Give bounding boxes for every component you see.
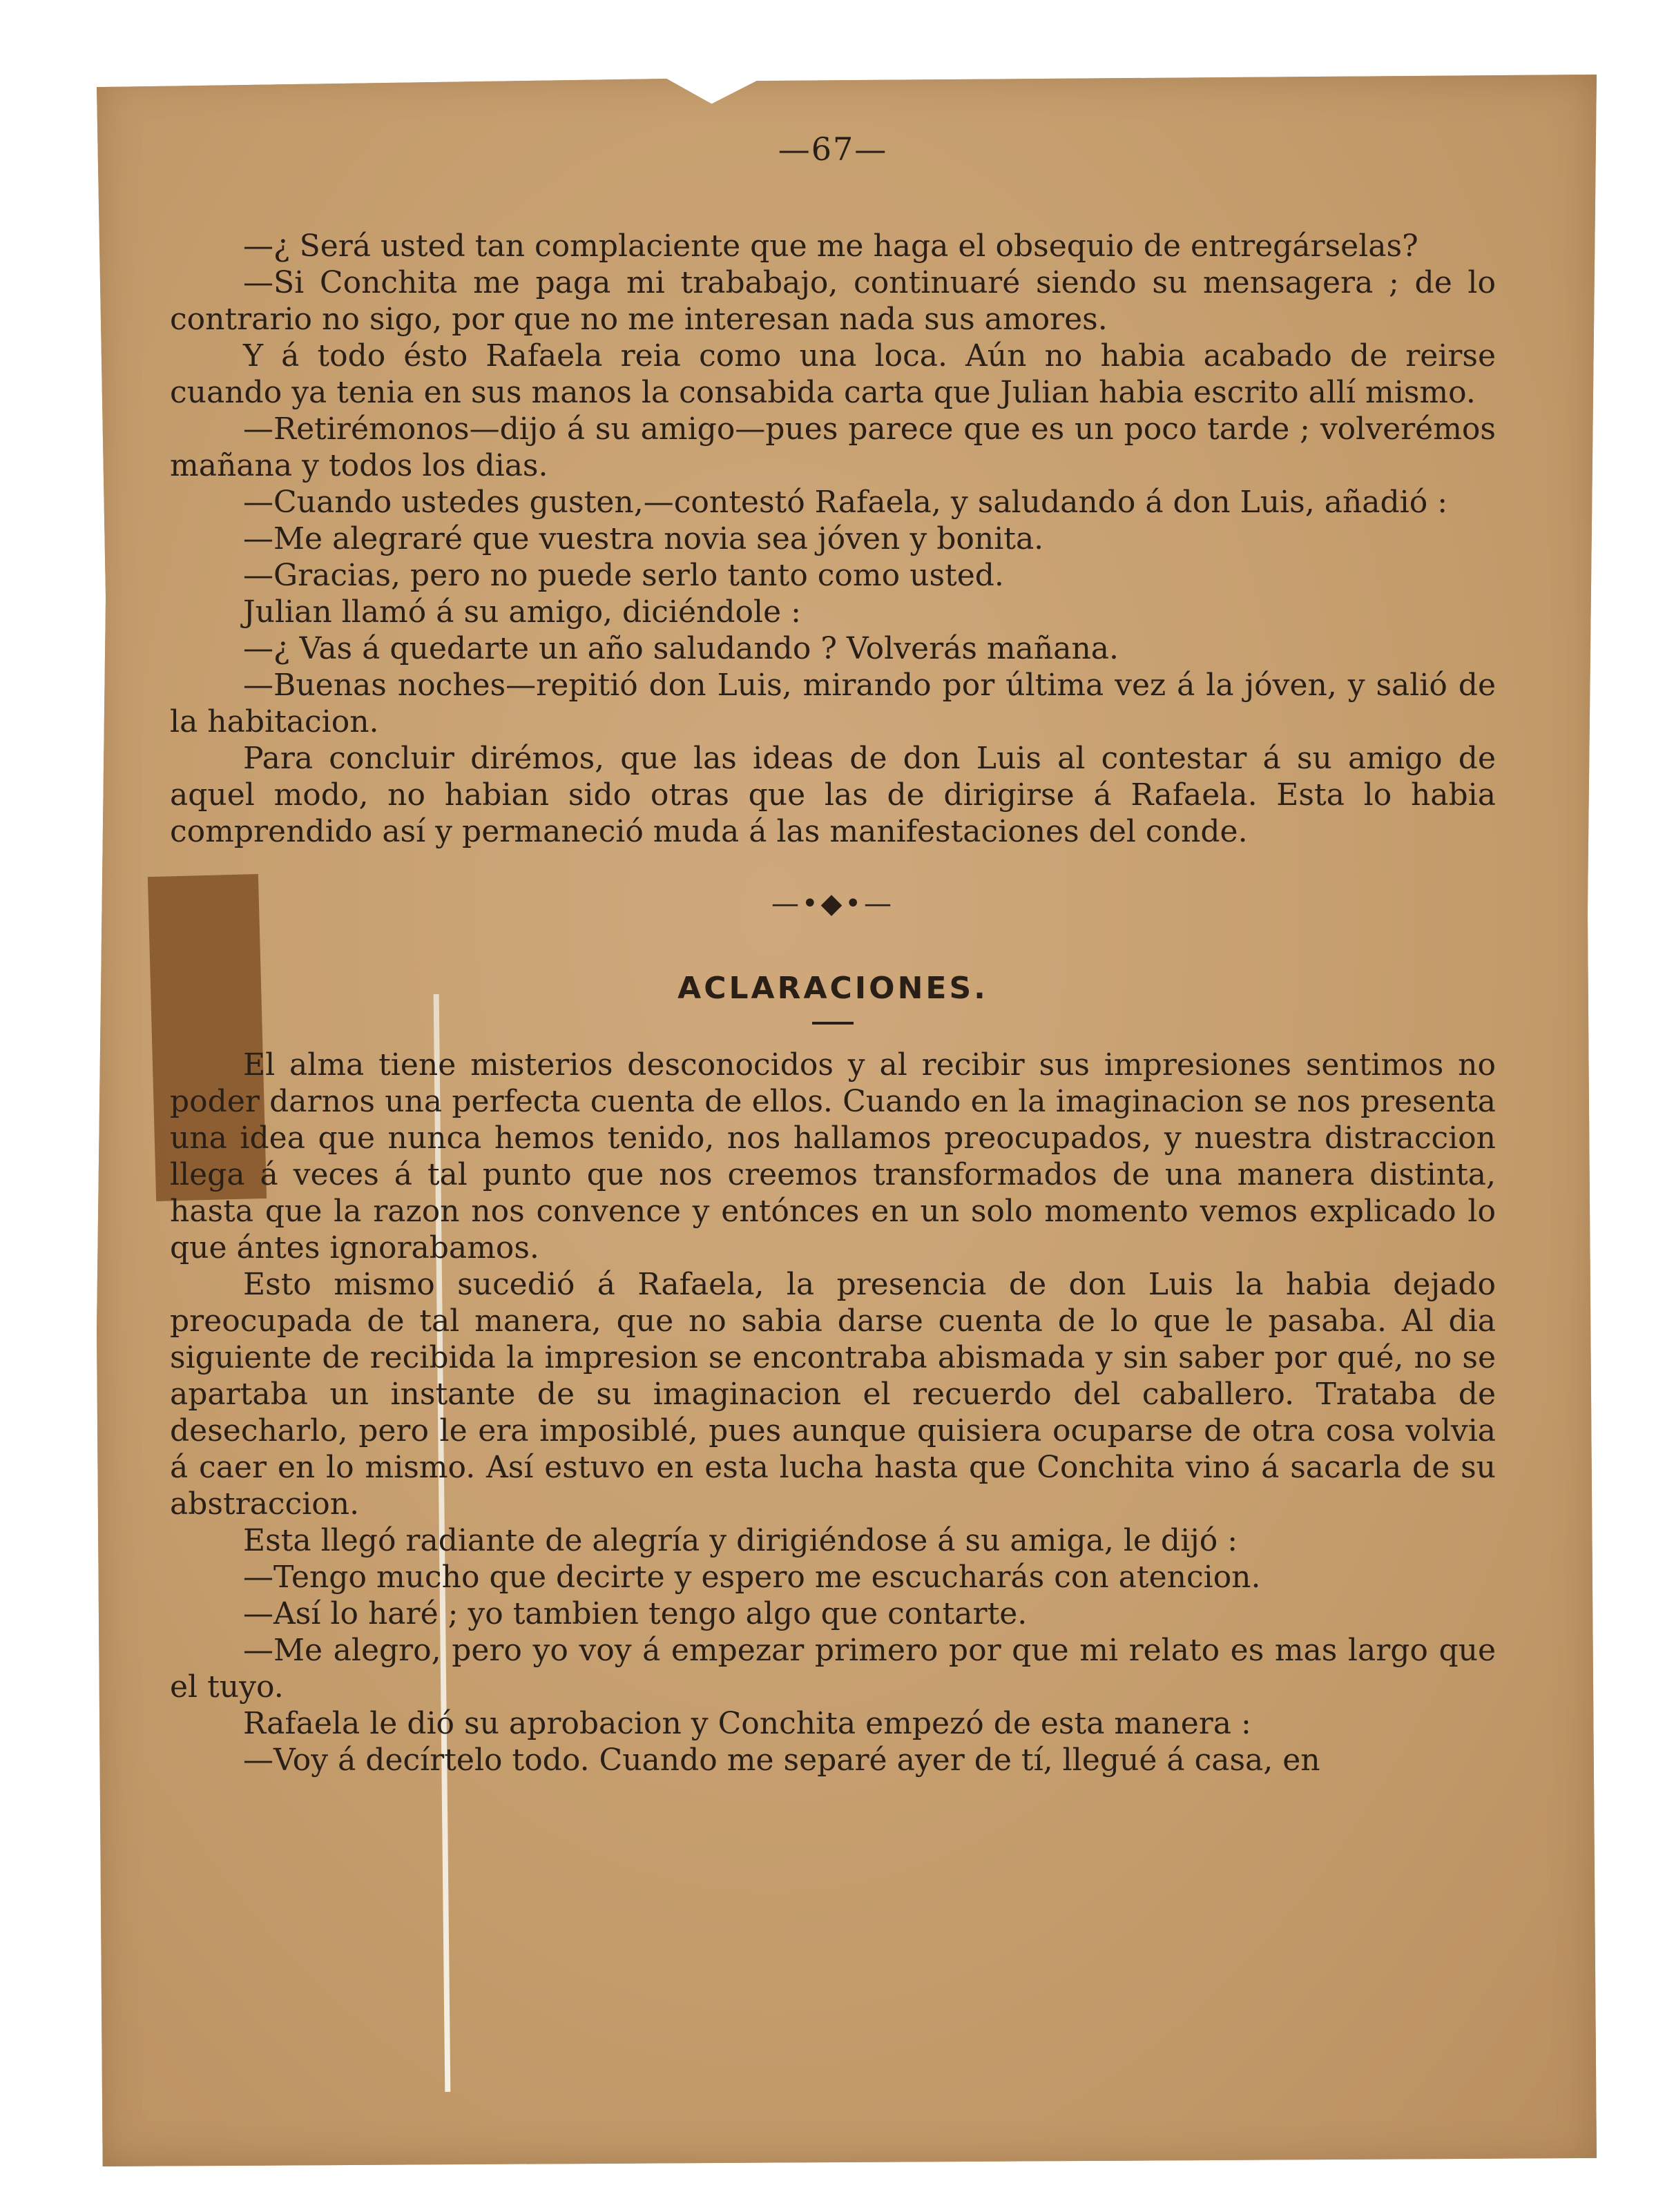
- paragraph: —Cuando ustedes gusten,—contestó Rafaela, y saludando á don Luis, añadió :: [243, 485, 1448, 520]
- paragraph: El alma tiene misterios desconocidos y al recibir sus impresiones sentimos no poder darnos una perfecta cuenta de ellos. Cuando en la imaginacion se nos presenta una idea que nunca hemos tenido, nos hallamos preocupados, y nuestra distraccion llega á veces á tal punto que nos creemos transformados de una manera distinta, hasta que la razon nos convence y entónces en un solo momento vemos explicado lo que ántes ignorabamos.: [170, 1047, 1496, 1265]
- paragraph: —Me alegraré que vuestra novia sea jóven y bonita.: [243, 521, 1044, 556]
- paragraph: —Si Conchita me paga mi trababajo, continuaré siendo su mensagera ; de lo contrario no sigo, por que no me interesan nada sus amores.: [170, 265, 1496, 337]
- paragraph: —Buenas noches—repitió don Luis, mirando por última vez á la jóven, y salió de la habitacion.: [170, 668, 1496, 739]
- paragraph: —¿ Vas á quedarte un año saludando ? Volverás mañana.: [243, 631, 1119, 666]
- paragraph: Julian llamó á su amigo, diciéndole :: [243, 594, 801, 630]
- paragraph: —Voy á decírtelo todo. Cuando me separé ayer de tí, llegué á casa, en: [243, 1743, 1320, 1778]
- paragraph: Para concluir dirémos, que las ideas de don Luis al contestar á su amigo de aquel modo, no habian sido otras que las de dirigirse á Rafaela. Esta lo habia comprendido así y permaneció muda á las manifestaciones del conde.: [170, 741, 1496, 849]
- paragraph: —Gracias, pero no puede serlo tanto como usted.: [243, 558, 1004, 593]
- page-number: —67—: [778, 130, 888, 168]
- section-ornament: —•◆•—: [771, 888, 894, 920]
- section-title: ACLARACIONES.: [677, 971, 988, 1006]
- paragraph: —Retirémonos—dijo á su amigo—pues parece que es un poco tarde ; volverémos mañana y todos los dias.: [170, 411, 1496, 483]
- paragraph: —Me alegro, pero yo voy á empezar primero por que mi relato es mas largo que el tuyo.: [170, 1633, 1496, 1705]
- paragraph: —Tengo mucho que decirte y espero me escucharás con atencion.: [243, 1560, 1261, 1595]
- paragraph: Rafaela le dió su aprobacion y Conchita empezó de esta manera :: [243, 1706, 1251, 1741]
- paragraph: Esta llegó radiante de alegría y dirigiéndose á su amiga, le dijó :: [243, 1523, 1238, 1558]
- title-rule: [812, 1022, 854, 1025]
- paragraph: Y á todo ésto Rafaela reia como una loca. Aún no habia acabado de reirse cuando ya tenia en sus manos la consabida carta que Julian habia escrito allí mismo.: [170, 338, 1496, 410]
- paragraph: —¿ Será usted tan complaciente que me haga el obsequio de entregárselas?: [243, 229, 1418, 264]
- paragraph: —Así lo haré ; yo tambien tengo algo que contarte.: [243, 1596, 1028, 1631]
- paragraph: Esto mismo sucedió á Rafaela, la presencia de don Luis la habia dejado preocupada de tal manera, que no sabia darse cuenta de lo que le pasaba. Al dia siguiente de recibida la impresion se encontraba abismada y sin saber por qué, no se apartaba un instante de su imaginacion el recuerdo del caballero. Trataba de desecharlo, pero le era imposiblé, pues aunque quisiera ocuparse de otra cosa volvia á caer en lo mismo. Así estuvo en esta lucha hasta que Conchita vino á sacarla de su abstraccion.: [170, 1267, 1496, 1522]
- page-text: [170, 131, 1496, 1778]
